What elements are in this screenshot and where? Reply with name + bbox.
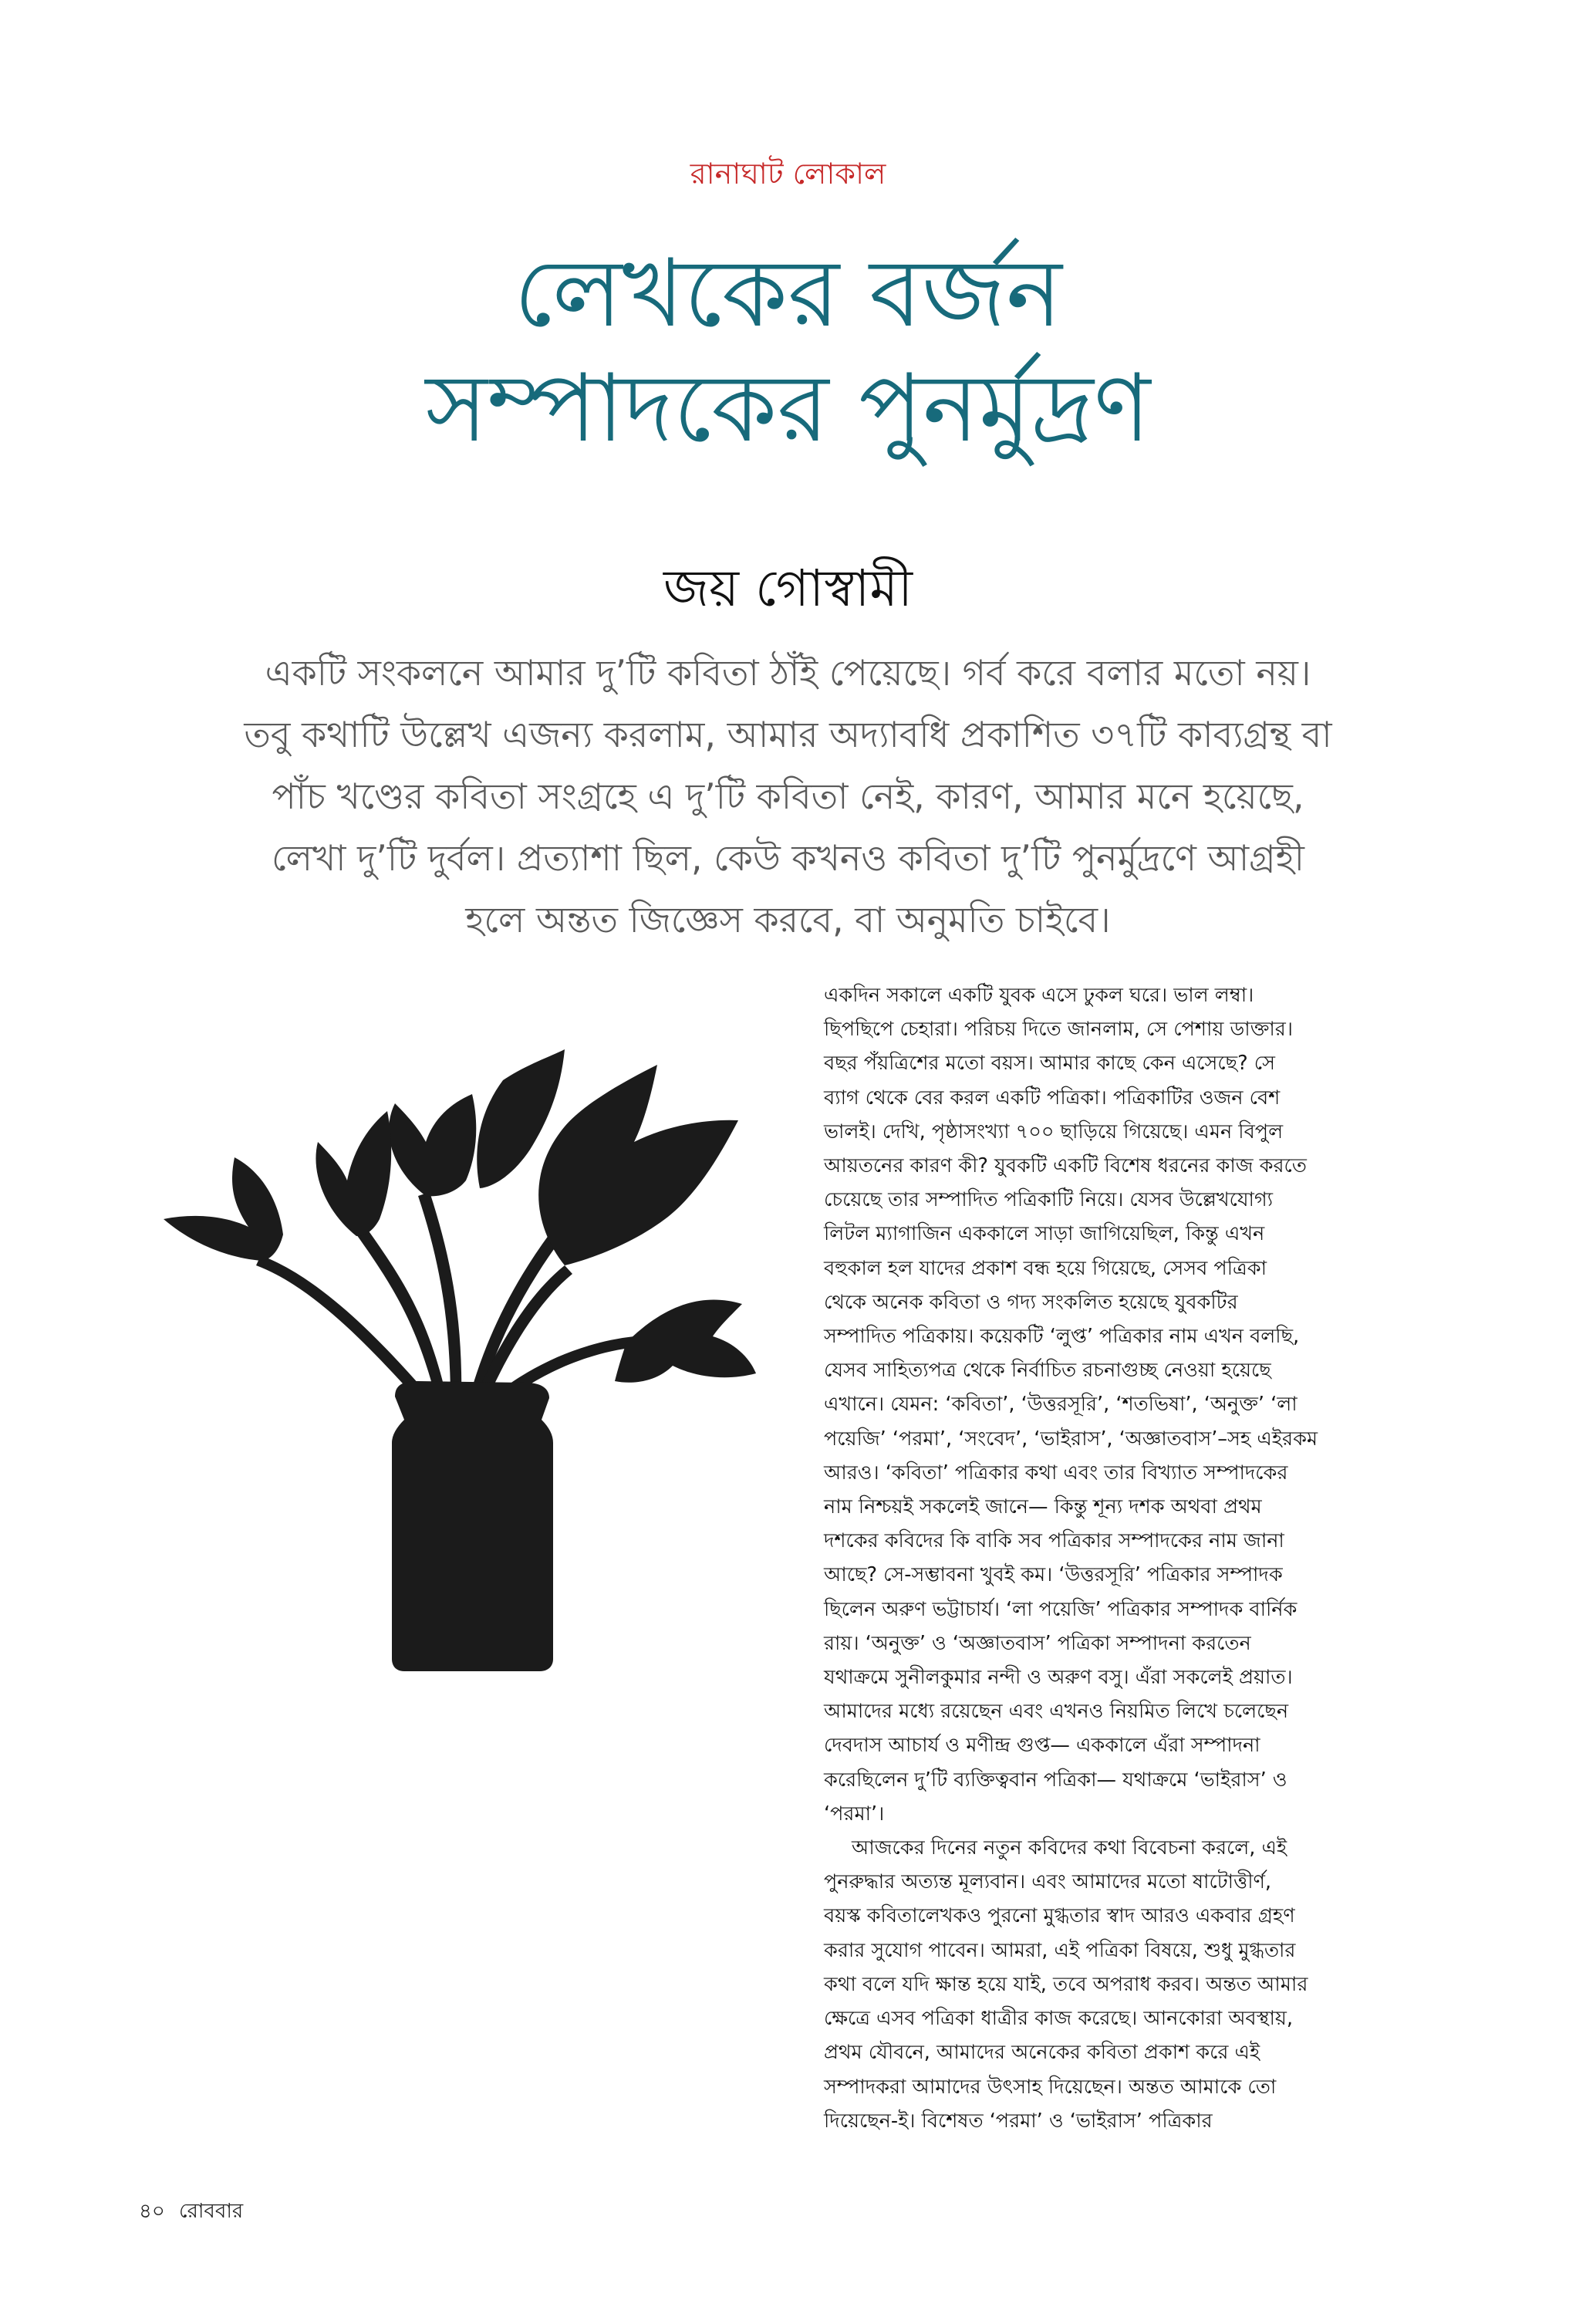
body-line: বহুকাল হল যাদের প্রকাশ বন্ধ হয়ে গিয়েছে, সেসব পত্রিকা	[824, 1256, 1267, 1280]
body-line: পয়েজি’ ‘পরমা’, ‘সংবেদ’, ‘ভাইরাস’, ‘অজ্ঞাতবাস’–সহ এইরকম	[824, 1427, 1318, 1451]
body-line: ব্যাগ থেকে বের করল একটি পত্রিকা। পত্রিকাটির ওজন বেশ	[824, 1086, 1281, 1110]
body-line: রায়। ‘অনুক্ত’ ও ‘অজ্ঞাতবাস’ পত্রিকা সম্পাদনা করতেন	[824, 1631, 1251, 1655]
body-line: লিটল ম্যাগাজিন এককালে সাড়া জাগিয়েছিল, কিন্তু এখন	[824, 1222, 1265, 1246]
vase-body	[392, 1381, 553, 1671]
body-line: সম্পাদিত পত্রিকায়। কয়েকটি ‘লুপ্ত’ পত্রিকার নাম এখন বলছি,	[824, 1325, 1300, 1349]
body-line: আজকের দিনের নতুন কবিদের কথা বিবেচনা করলে, এই	[852, 1836, 1287, 1860]
body-line: পুনরুদ্ধার অত্যন্ত মূল্যবান। এবং আমাদের মতো ষাটোত্তীর্ণ,	[824, 1870, 1272, 1894]
body-line: ক্ষেত্রে এসব পত্রিকা ধাত্রীর কাজ করেছে। আনকোরা অবস্থায়,	[824, 2007, 1294, 2031]
body-line: এখানে। যেমন: ‘কবিতা’, ‘উত্তরসূরি’, ‘শতভিষা’, ‘অনুক্ত’ ‘লা	[824, 1393, 1298, 1417]
standfirst-line: একটি সংকলনে আমার দু’টি কবিতা ঠাঁই পেয়েছে। গর্ব করে বলার মতো নয়।	[265, 652, 1311, 694]
body-line: দশকের কবিদের কি বাকি সব পত্রিকার সম্পাদকের নাম জানা	[824, 1529, 1284, 1553]
magazine-name: রোববার	[179, 2200, 244, 2223]
body-line: আরও। ‘কবিতা’ পত্রিকার কথা এবং তার বিখ্যাত সম্পাদকের	[824, 1461, 1288, 1485]
headline-line-2: সম্পাদকের পুনর্মুদ্রণ	[425, 353, 1151, 464]
tulip-flower	[538, 1065, 738, 1265]
body-line: ছিলেন অরুণ ভট্টাচার্য। ‘লা পয়েজি’ পত্রিকার সম্পাদক বার্নিক	[824, 1597, 1298, 1621]
author-byline: জয় গোস্বামী	[663, 559, 913, 618]
body-line: সম্পাদকরা আমাদের উৎসাহ দিয়েছেন। অন্তত আমাকে তো	[824, 2075, 1277, 2099]
headline-line-1: লেখকের বর্জন	[514, 238, 1062, 349]
body-line: করার সুযোগ পাবেন। আমরা, এই পত্রিকা বিষয়ে, শুধু মুগ্ধতার	[824, 1938, 1296, 1962]
body-line: যথাক্রমে সুনীলকুমার নন্দী ও অরুণ বসু। এঁরা সকলেই প্রয়াত।	[824, 1666, 1293, 1690]
body-line: থেকে অনেক কবিতা ও গদ্য সংকলিত হয়েছে যুবকটির	[824, 1290, 1238, 1314]
standfirst-line: পাঁচ খণ্ডের কবিতা সংগ্রহে এ দু’টি কবিতা নেই, কারণ, আমার মনে হয়েছে,	[272, 775, 1304, 817]
body-line: দেবদাস আচার্য ও মণীন্দ্র গুপ্ত— এককালে এঁরা সম্পাদনা	[824, 1734, 1260, 1758]
page-number: ৪০	[139, 2200, 165, 2223]
standfirst-line: তবু কথাটি উল্লেখ এজন্য করলাম, আমার অদ্যাবধি প্রকাশিত ৩৭টি কাব্যগ্রন্থ বা	[244, 714, 1332, 755]
body-line: প্রথম যৌবনে, আমাদের অনেকের কবিতা প্রকাশ করে এই	[824, 2041, 1260, 2065]
body-line: ‘পরমা’।	[824, 1802, 885, 1826]
body-line: নাম নিশ্চয়ই সকলেই জানে— কিন্তু শূন্য দশক অথবা প্রথম	[824, 1495, 1262, 1519]
tulip-flower	[389, 1094, 476, 1196]
tulip-flower	[164, 1157, 283, 1261]
standfirst-line: হলে অন্তত জিজ্ঞেস করবে, বা অনুমতি চাইবে।	[465, 899, 1111, 941]
tulip-flower	[316, 1111, 391, 1236]
body-line: একদিন সকালে একটি যুবক এসে ঢুকল ঘরে। ভাল লম্বা।	[824, 984, 1254, 1007]
body-line: কথা বলে যদি ক্ষান্ত হয়ে যাই, তবে অপরাধ করব। অন্তত আমার	[824, 1972, 1308, 1996]
body-line: আছে? সে-সম্ভাবনা খুবই কম। ‘উত্তরসূরি’ পত্রিকার সম্পাদক	[824, 1563, 1283, 1587]
body-line: আয়তনের কারণ কী? যুবকটি একটি বিশেষ ধরনের কাজ করতে	[824, 1154, 1307, 1178]
standfirst-line: লেখা দু’টি দুর্বল। প্রত্যাশা ছিল, কেউ কখনও কবিতা দু’টি পুনর্মুদ্রণে আগ্রহী	[272, 837, 1304, 879]
body-line: ভালই। দেখি, পৃষ্ঠাসংখ্যা ৭০০ ছাড়িয়ে গিয়েছে। এমন বিপুল	[824, 1120, 1284, 1143]
body-line: বছর পঁয়ত্রিশের মতো বয়স। আমার কাছে কেন এসেছে? সে	[824, 1052, 1275, 1076]
body-line: চেয়েছে তার সম্পাদিত পত্রিকাটি নিয়ে। যেসব উল্লেখযোগ্য	[824, 1188, 1274, 1212]
body-line: ছিপছিপে চেহারা। পরিচয় দিতে জানলাম, সে পেশায় ডাক্তার।	[824, 1018, 1293, 1042]
body-line: বয়স্ক কবিতালেখকও পুরনো মুগ্ধতার স্বাদ আরও একবার গ্রহণ	[824, 1904, 1295, 1928]
section-kicker: রানাঘাট লোকাল	[690, 157, 886, 191]
tulip-flower	[615, 1299, 756, 1382]
body-line: করেছিলেন দু’টি ব্যক্তিত্ববান পত্রিকা— যথাক্রমে ‘ভাইরাস’ ও	[824, 1768, 1287, 1792]
headline	[0, 236, 1576, 466]
body-line: দিয়েছেন-ই। বিশেষত ‘পরমা’ ও ‘ভাইরাস’ পত্রিকার	[824, 2109, 1213, 2133]
flower-vase-illustration	[164, 1034, 758, 1674]
article-body	[824, 978, 1441, 2138]
body-line: আমাদের মধ্যে রয়েছেন এবং এখনও নিয়মিত লিখে চলেছেন	[824, 1700, 1289, 1724]
page-folio	[139, 2195, 251, 2229]
standfirst	[139, 642, 1437, 951]
body-line: যেসব সাহিত্যপত্র থেকে নির্বাচিত রচনাগুচ্ছ নেওয়া হয়েছে	[824, 1359, 1271, 1383]
